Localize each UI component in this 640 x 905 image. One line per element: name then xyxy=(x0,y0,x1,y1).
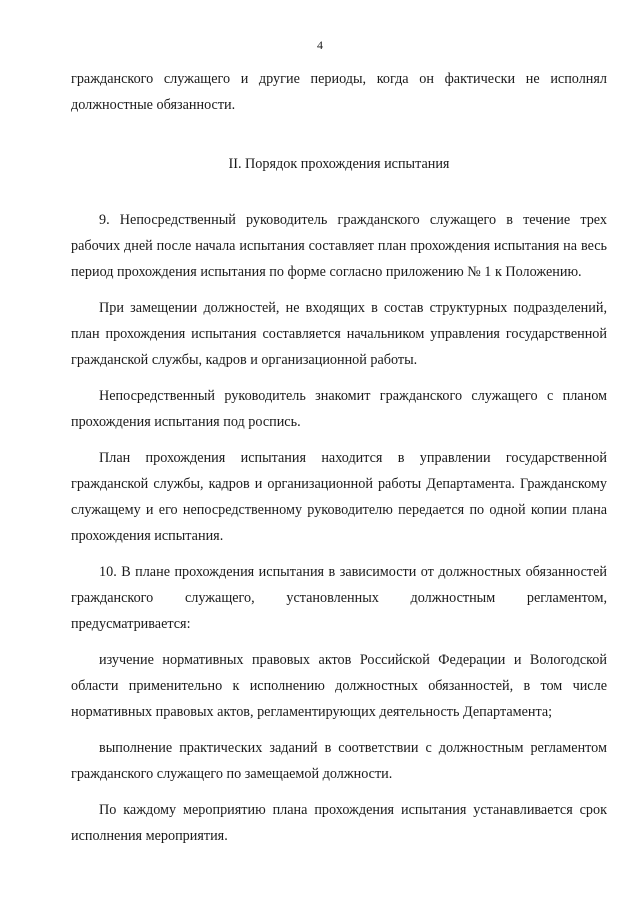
paragraph-item-9: 9. Непосредственный руководитель гражданского служащего в течение трех рабочих дней после начала испытания составляет план прохождения испытания на весь период прохождения испытания по форме согласно приложению № 1 к Положению. xyxy=(71,212,607,280)
section-heading: II. Порядок прохождения испытания xyxy=(228,156,450,172)
page-number: 4 xyxy=(317,38,323,52)
paragraph: выполнение практических заданий в соответствии с должностным регламентом гражданского служащего по замещаемой должности. xyxy=(71,740,607,782)
paragraph: изучение нормативных правовых актов Российской Федерации и Вологодской области применительно к исполнению должностных обязанностей, в том числе нормативных правовых актов, регламентирующих деятельность Департамента; xyxy=(71,652,607,720)
paragraph-continuation: гражданского служащего и другие периоды, когда он фактически не исполнял должностные обязанности. xyxy=(71,71,607,113)
paragraph-item-10: 10. В плане прохождения испытания в зависимости от должностных обязанностей гражданского служащего, установленных должностным регламентом, предусматривается: xyxy=(71,564,607,632)
paragraph: Непосредственный руководитель знакомит гражданского служащего с планом прохождения испытания под роспись. xyxy=(71,388,607,430)
paragraph: При замещении должностей, не входящих в состав структурных подразделений, план прохождения испытания составляется начальником управления государственной гражданской службы, кадров и организационной работы. xyxy=(71,300,607,368)
document-body xyxy=(71,66,607,849)
paragraph: По каждому мероприятию плана прохождения испытания устанавливается срок исполнения мероприятия. xyxy=(71,802,607,844)
paragraph: План прохождения испытания находится в управлении государственной гражданской службы, кадров и организационной работы Департамента. Гражданскому служащему и его непосредственному руководителю передается по одной копии плана прохождения испытания. xyxy=(71,450,607,544)
